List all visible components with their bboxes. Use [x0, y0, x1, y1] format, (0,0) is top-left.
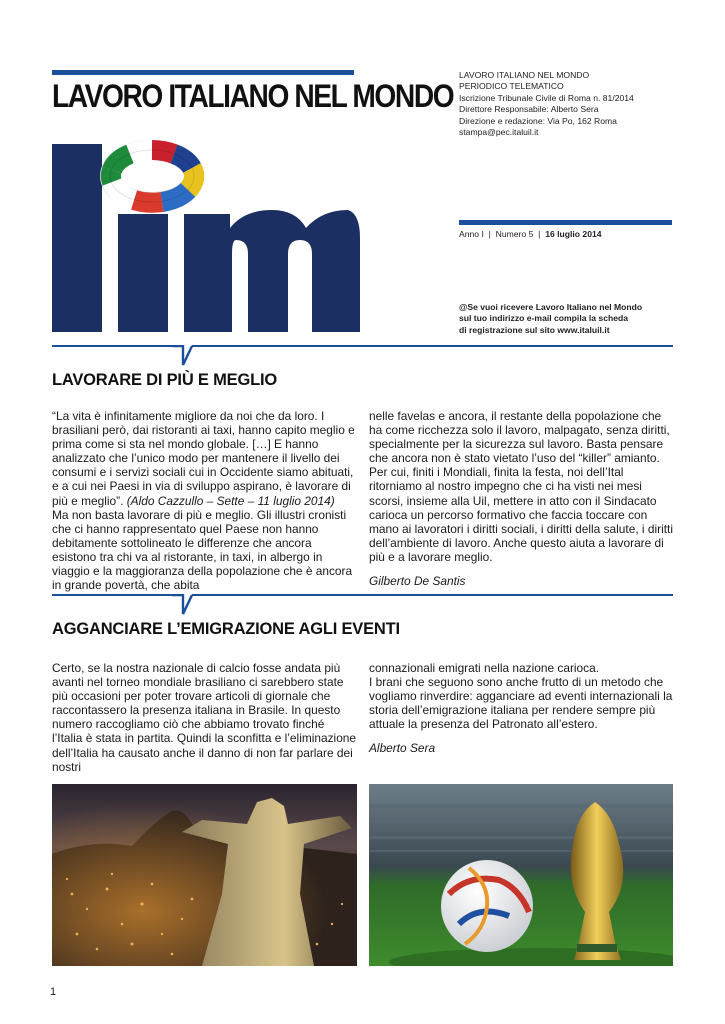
issue-info: Anno I | Numero 5 | 16 luglio 2014 — [459, 229, 602, 239]
imprint-email[interactable]: stampa@pec.italuil.it — [459, 127, 539, 138]
quote-text: “La vita è infinitamente migliore da noi che da loro. I brasiliani però, dai ristoranti ai taxi, hanno capito meglio e prima come si sta nel mondo globale. […] E hanno analizzato che l’unico modo per mantenere il livello dei consumi e i servizi sociali cui in Occidente siamo abituati, e a cui nei Paesi in via di sviluppo aspirano, è lavorare di più e meglio”. — [52, 409, 355, 508]
separator-notch-icon — [172, 594, 194, 616]
article-paragraph: Per cui, finiti i Mondiali, finita la festa, noi dell’Ital ritorniamo al nostro impegno che ci ha visti nei mesi scorsi, insieme alla Uil, mettere in atto con il Sindacato carioca un percorso formativo che faccia toccare con mano ai lavoratori i diritti sociali, i diritti della salute, i diritti dell’ambiente di lavoro. Anche questo aiuta a lavorare di più e a lavorare meglio. — [369, 465, 673, 564]
imprint-line: Iscrizione Tribunale Civile di Roma n. 81/2014 — [459, 92, 634, 103]
article-paragraph: I brani che seguono sono anche frutto di un metodo che vogliamo rinverdire: agganciare ad eventi internazionali la storia dell’emigrazione italiana per rendere sempre più attuale la presenza del Patronato all’estero. — [369, 675, 673, 732]
article-paragraph: Ma non basta lavorare di più e meglio. Gli illustri cronisti che ci hanno rappresentato quel Paese non hanno debitamente sottolineato le differenze che ancora esistono tra chi va al ristorante, in taxi, in albergo in viaggio e la maggioranza della popolazione che è ancora in grande povertà, che abita — [52, 507, 353, 593]
section-separator — [52, 594, 174, 596]
article-signature: Gilberto De Santis — [369, 574, 466, 589]
subscribe-link[interactable]: di registrazione sul sito www.italuil.it — [459, 324, 610, 335]
article-paragraph: connazionali emigrati nella nazione carioca. — [369, 661, 600, 675]
subscribe-note — [459, 302, 684, 336]
section-separator — [52, 345, 174, 347]
publication-title: LAVORO ITALIANO NEL MONDO — [52, 78, 454, 114]
section-separator — [192, 594, 673, 596]
photo-world-cup-ball-trophy — [369, 784, 673, 966]
article-paragraph — [52, 409, 357, 508]
masthead-top-rule — [52, 70, 354, 75]
article-signature: Alberto Sera — [369, 741, 436, 756]
quote-citation: (Aldo Cazzullo – Sette – 11 luglio 2014) — [126, 493, 335, 508]
imprint-line: PERIODICO TELEMATICO — [459, 81, 564, 92]
article-title: LAVORARE DI PIÙ E MEGLIO — [52, 371, 277, 389]
imprint-line: LAVORO ITALIANO NEL MONDO — [459, 70, 590, 80]
article-title: AGGANCIARE L’EMIGRAZIONE AGLI EVENTI — [52, 620, 400, 638]
imprint-line: Direzione e redazione: Via Po, 162 Roma — [459, 115, 617, 126]
article-column-left — [52, 661, 357, 774]
section-separator — [192, 345, 673, 347]
imprint-line: Direttore Responsabile: Alberto Sera — [459, 104, 599, 115]
article-paragraph: nelle favelas e ancora, il restante della popolazione che ha come ricchezza solo il lavoro, malpagato, senza diritti, specialmente per la sicurezza sul lavoro. Basta pensare che ancora non è stato vietato l’uso del “killer” amianto. — [369, 409, 670, 466]
issue-date: 16 luglio 2014 — [545, 229, 602, 239]
separator-notch-icon — [172, 345, 194, 367]
issue-rule — [459, 220, 672, 225]
article-column-right — [369, 661, 673, 756]
article-paragraph: Certo, se la nostra nazionale di calcio fosse andata più avanti nel torneo mondiale brasiliano ci sarebbero state più occasioni per poter trovare articoli di giornale che raccontassero la presenza italiana in Brasile. In questo numero raccogliamo ciò che abbiamo trovato finché l’Italia è stata in partita. Quindi la sconfitta e l’eliminazione dell’Italia ha causato anche il danno di non far parlare dei nostri — [52, 661, 357, 774]
issue-number: Numero 5 — [495, 229, 534, 239]
lim-logo — [50, 128, 360, 334]
imprint-block — [459, 70, 699, 138]
subscribe-line: sul tuo indirizzo e-mail compila la scheda — [459, 313, 629, 324]
issue-year: Anno I — [459, 229, 484, 239]
flag-ring-icon — [110, 150, 194, 203]
photo-rio-christ-redeemer — [52, 784, 357, 966]
article-column-right — [369, 409, 673, 588]
article-column-left — [52, 409, 357, 592]
page-number: 1 — [50, 986, 57, 998]
subscribe-line: @Se vuoi ricevere Lavoro Italiano nel Mondo — [459, 302, 643, 312]
